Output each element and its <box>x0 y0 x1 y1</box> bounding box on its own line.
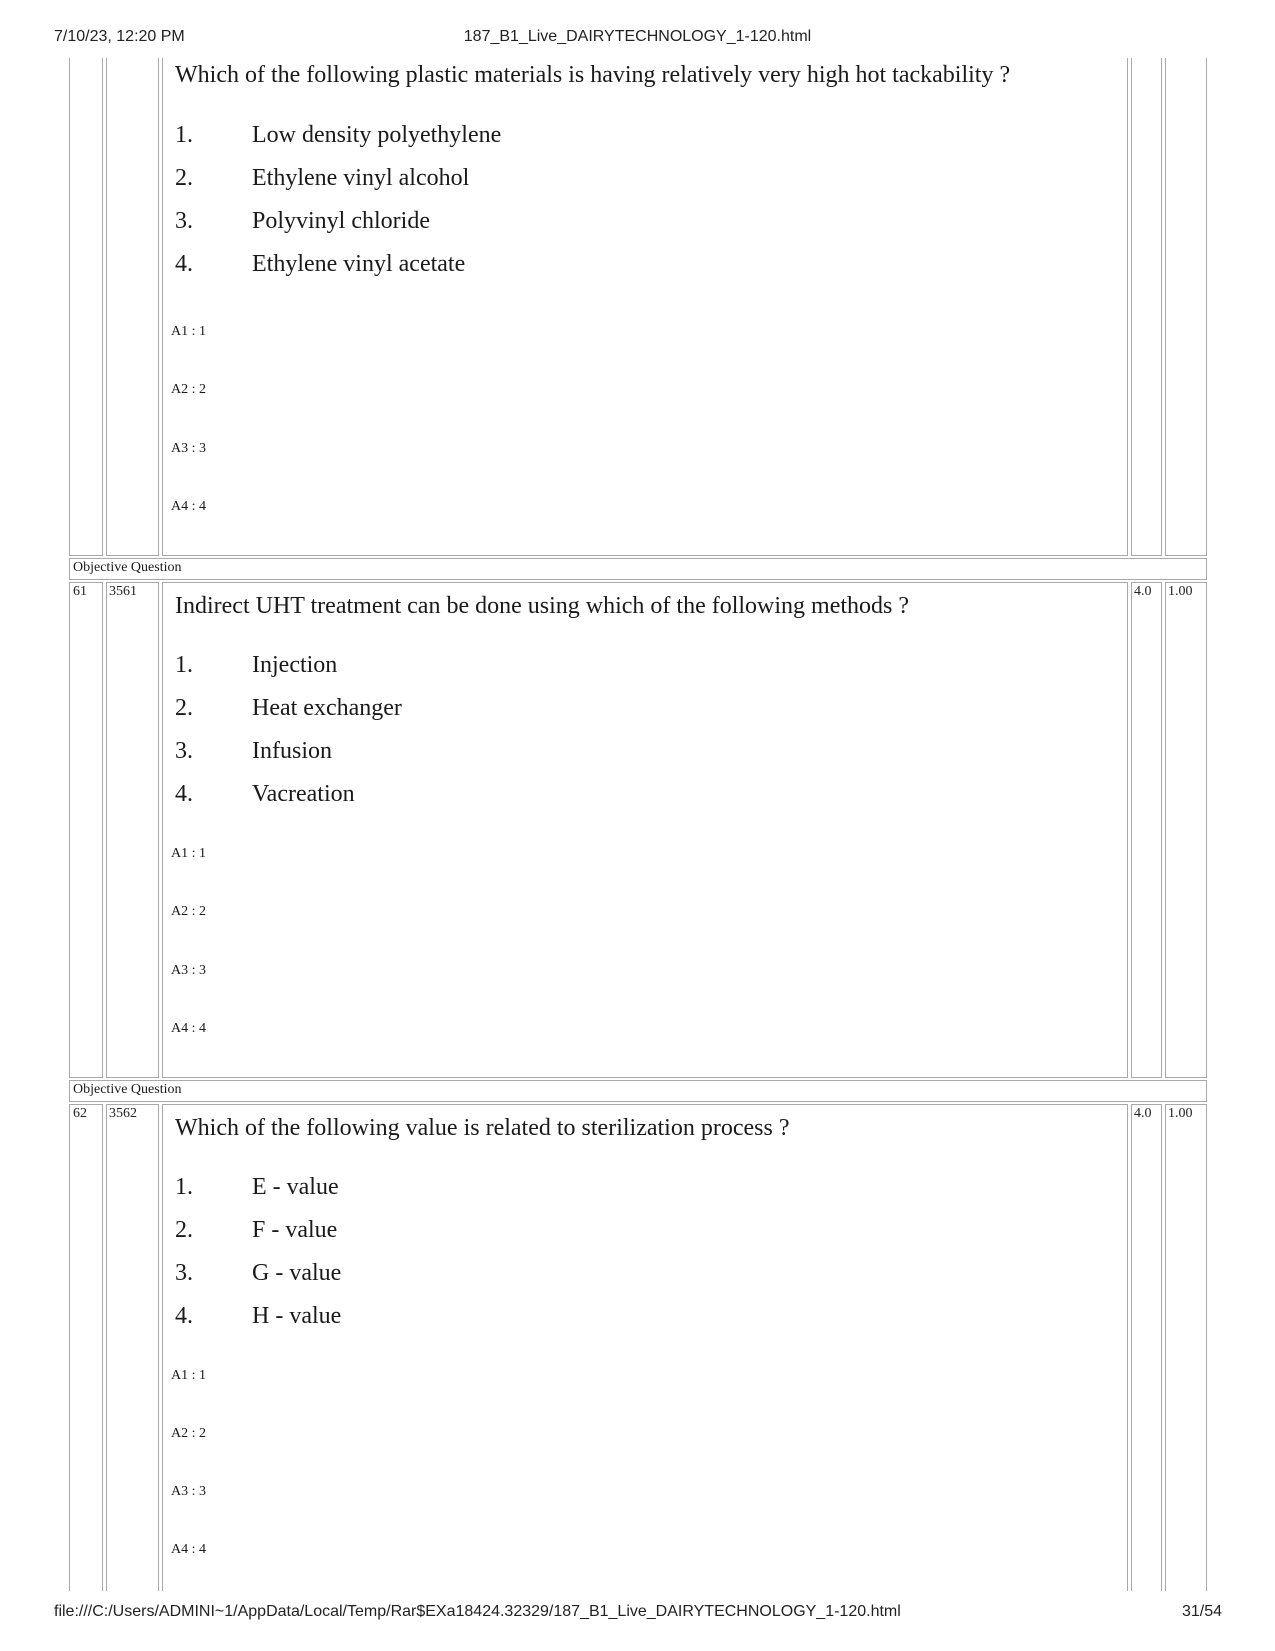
q61-number-cell <box>69 582 103 1078</box>
option-text: H - value <box>252 1303 342 1329</box>
option-number: 1. <box>175 652 193 678</box>
question-marks: 4.0 <box>1134 1106 1152 1121</box>
answer-option: A2 : 2 <box>171 382 206 397</box>
question-number: 61 <box>73 584 87 599</box>
option-text: E - value <box>252 1174 339 1200</box>
section-label: Objective Question <box>73 1082 182 1097</box>
option-number: 4. <box>175 251 193 277</box>
option-text: Low density polyethylene <box>252 122 502 148</box>
option-text: Heat exchanger <box>252 695 402 721</box>
q62-marks-cell <box>1131 1104 1162 1591</box>
section-label: Objective Question <box>73 560 182 575</box>
answer-option: A1 : 1 <box>171 846 206 861</box>
page-number: 31/54 <box>1181 1603 1222 1620</box>
answer-option: A4 : 4 <box>171 1021 206 1036</box>
option-number: 3. <box>175 738 193 764</box>
q62-id-cell <box>106 1104 159 1591</box>
q1-negative-cell <box>1165 58 1207 556</box>
section-header-row <box>69 558 1207 580</box>
file-path: file:///C:/Users/ADMINI~1/AppData/Local/Temp/Rar$EXa18424.32329/187_B1_Live_DAIRYTECHNOLOGY_1-120.html <box>54 1603 901 1620</box>
section-header-row <box>69 1080 1207 1102</box>
answer-option: A2 : 2 <box>171 1426 206 1441</box>
option-text: G - value <box>252 1260 342 1286</box>
answer-option: A1 : 1 <box>171 324 206 339</box>
answer-option: A2 : 2 <box>171 904 206 919</box>
option-number: 2. <box>175 1217 193 1243</box>
option-text: Polyvinyl chloride <box>252 208 430 234</box>
option-number: 3. <box>175 1260 193 1286</box>
option-number: 1. <box>175 122 193 148</box>
option-text: Ethylene vinyl alcohol <box>252 165 470 191</box>
document-title: 187_B1_Live_DAIRYTECHNOLOGY_1-120.html <box>463 28 812 45</box>
q61-marks-cell <box>1131 582 1162 1078</box>
answer-option: A3 : 3 <box>171 963 206 978</box>
question-text: Indirect UHT treatment can be done using which of the following methods ? <box>175 593 910 619</box>
option-number: 4. <box>175 1303 193 1329</box>
question-id: 3562 <box>109 1106 137 1121</box>
answer-option: A3 : 3 <box>171 441 206 456</box>
question-number: 62 <box>73 1106 87 1121</box>
question-negative-marks: 1.00 <box>1168 584 1193 599</box>
option-text: Vacreation <box>252 781 355 807</box>
option-text: Injection <box>252 652 338 678</box>
question-id: 3561 <box>109 584 137 599</box>
question-text: Which of the following plastic materials is having relatively very high hot tackability ? <box>175 62 1011 88</box>
option-number: 2. <box>175 165 193 191</box>
option-text: Infusion <box>252 738 332 764</box>
print-datetime: 7/10/23, 12:20 PM <box>54 28 185 45</box>
q61-negative-cell <box>1165 582 1207 1078</box>
option-text: F - value <box>252 1217 338 1243</box>
option-number: 3. <box>175 208 193 234</box>
q62-negative-cell <box>1165 1104 1207 1591</box>
q1-id-cell <box>106 58 159 556</box>
answer-option: A1 : 1 <box>171 1368 206 1383</box>
option-number: 4. <box>175 781 193 807</box>
q1-number-cell <box>69 58 103 556</box>
question-negative-marks: 1.00 <box>1168 1106 1193 1121</box>
option-number: 1. <box>175 1174 193 1200</box>
question-text: Which of the following value is related to sterilization process ? <box>175 1115 790 1141</box>
q1-marks-cell <box>1131 58 1162 556</box>
answer-option: A3 : 3 <box>171 1484 206 1499</box>
option-text: Ethylene vinyl acetate <box>252 251 466 277</box>
q61-id-cell <box>106 582 159 1078</box>
option-number: 2. <box>175 695 193 721</box>
answer-option: A4 : 4 <box>171 499 206 514</box>
question-marks: 4.0 <box>1134 584 1152 599</box>
q62-number-cell <box>69 1104 103 1591</box>
answer-option: A4 : 4 <box>171 1542 206 1557</box>
